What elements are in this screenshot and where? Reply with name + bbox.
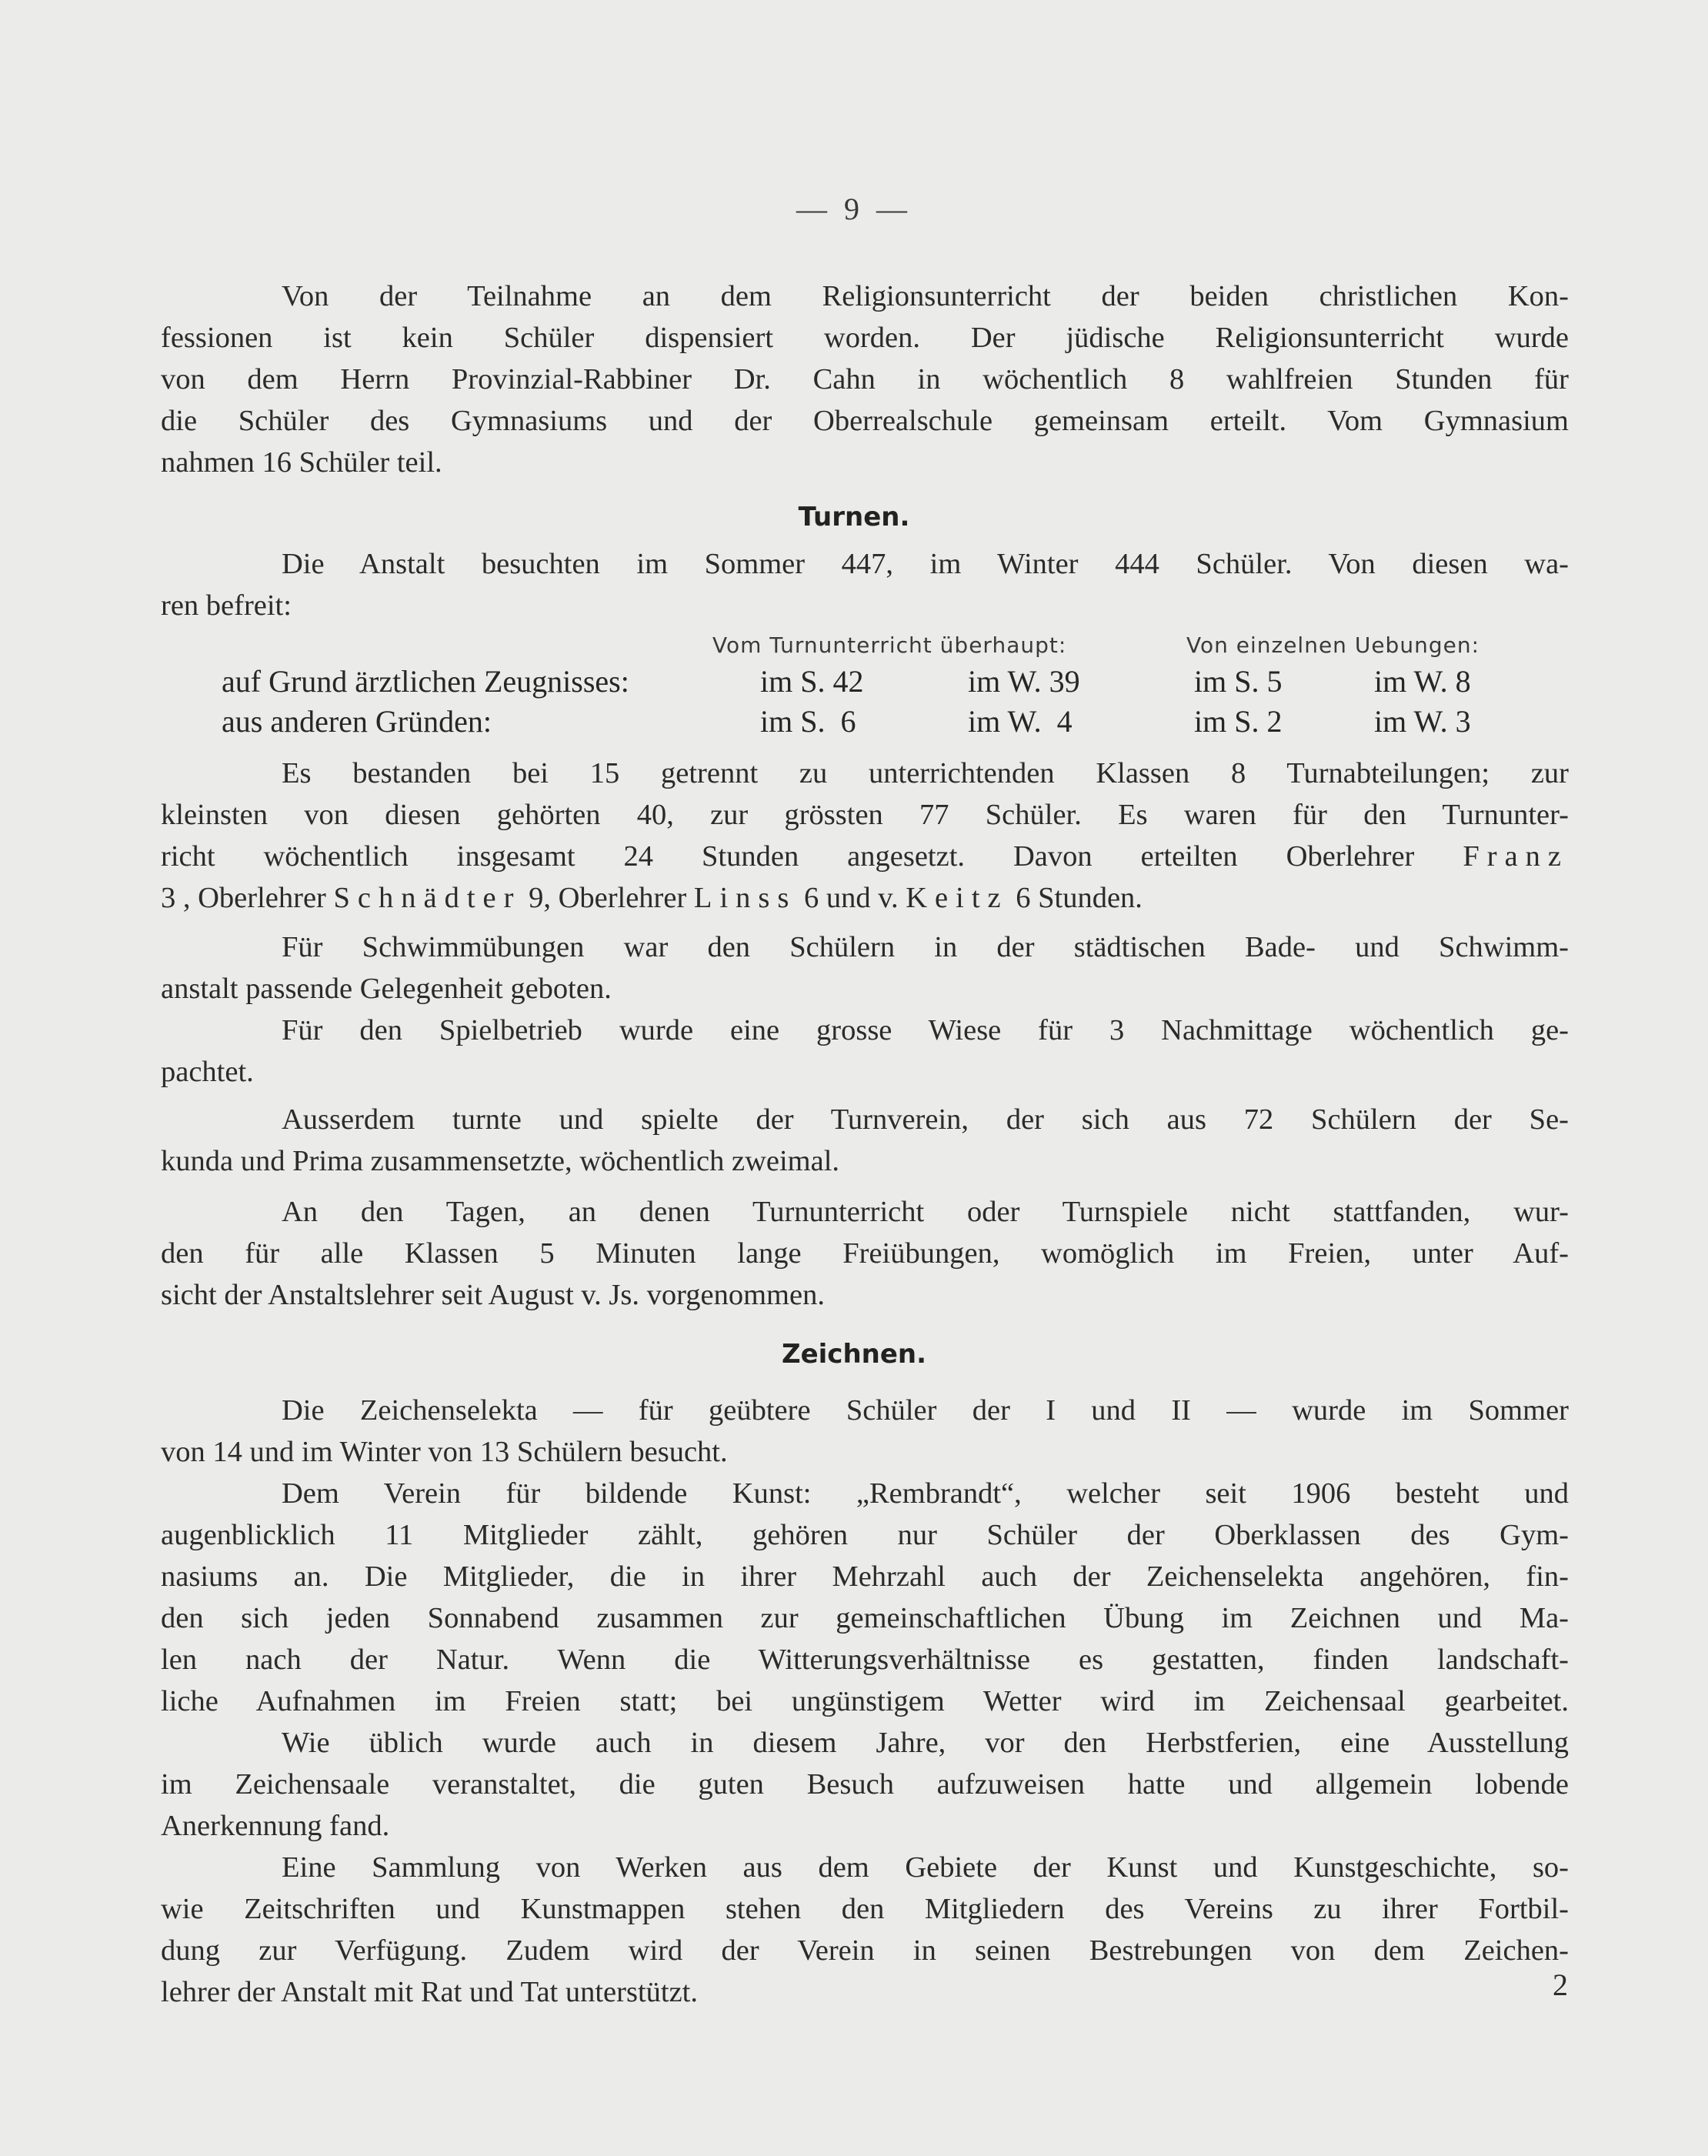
text-line: Eine Sammlung von Werken aus dem Gebiete der Kunst und Kunstgeschichte, so-	[282, 1851, 1569, 1884]
table-cell: im W. 8	[1374, 664, 1471, 699]
teacher-name: Keitz	[906, 882, 1009, 914]
text-line: nasiums an. Die Mitglieder, die in ihrer Mehrzahl auch der Zeichenselekta angehören, fin-	[161, 1560, 1569, 1593]
text-line: im Zeichensaale veranstaltet, die guten Besuch aufzuweisen hatte und allgemein lobende	[161, 1768, 1569, 1801]
text-line: Es bestanden bei 15 getrennt zu unterrichtenden Klassen 8 Turnabteilungen; zur	[282, 757, 1569, 789]
text-line: Die Zeichenselekta — für geübtere Schüler der I und II — wurde im Sommer	[282, 1394, 1569, 1427]
teacher-name: Schnädter	[333, 882, 522, 914]
text-line: nahmen 16 Schüler teil.	[161, 446, 442, 479]
text-line: lehrer der Anstalt mit Rat und Tat unterstützt.	[161, 1976, 699, 2008]
text-line: len nach der Natur. Wenn die Witterungsverhältnisse es gestatten, finden landschaft-	[161, 1644, 1569, 1676]
table-row-label: aus anderen Gründen:	[222, 704, 492, 739]
text-line: Wie üblich wurde auch in diesem Jahre, vor den Herbstferien, eine Ausstellung	[282, 1727, 1569, 1759]
text-line: 3 , Oberlehrer Schnädter 9, Oberlehrer Linss 6 und v. Keitz 6 Stunden.	[161, 882, 1143, 914]
section-heading-zeichnen: Zeichnen.	[781, 1339, 927, 1370]
text-line: An den Tagen, an denen Turnunterricht oder Turnspiele nicht stattfanden, wur-	[282, 1196, 1569, 1228]
text-line: pachtet.	[161, 1056, 254, 1088]
text-line: die Schüler des Gymnasiums und der Oberrealschule gemeinsam erteilt. Vom Gymnasium	[161, 405, 1569, 437]
table-row-label: auf Grund ärztlichen Zeugnisses:	[222, 664, 629, 699]
text-line: sicht der Anstaltslehrer seit August v. Js. vorgenommen.	[161, 1279, 825, 1311]
teacher-name: Franz	[1463, 840, 1570, 873]
teacher-name: Linss	[693, 882, 797, 914]
text-line: Dem Verein für bildende Kunst: „Rembrandt“, welcher seit 1906 besteht und	[282, 1477, 1569, 1510]
text-line: richt wöchentlich insgesamt 24 Stunden angesetzt. Davon erteilten Oberlehrer Franz	[161, 840, 1570, 873]
text-line: Von der Teilnahme an dem Religionsunterricht der beiden christlichen Kon-	[282, 280, 1569, 312]
table-cell: im W. 3	[1374, 704, 1471, 739]
text-line: von 14 und im Winter von 13 Schülern besucht.	[161, 1436, 728, 1468]
section-heading-turnen: Turnen.	[798, 502, 910, 532]
text-line: Für Schwimmübungen war den Schülern in der städtischen Bade- und Schwimm-	[282, 931, 1569, 963]
text-line: von dem Herrn Provinzial-Rabbiner Dr. Cahn in wöchentlich 8 wahlfreien Stunden für	[161, 363, 1569, 395]
table-cell: im W. 4	[968, 704, 1073, 739]
text-line: anstalt passende Gelegenheit geboten.	[161, 973, 612, 1005]
text-line: kleinsten von diesen gehörten 40, zur grössten 77 Schüler. Es waren für den Turnunter-	[161, 799, 1569, 831]
text-line: den sich jeden Sonnabend zusammen zur gemeinschaftlichen Übung im Zeichnen und Ma-	[161, 1602, 1569, 1634]
table-cell: im W. 39	[968, 664, 1080, 699]
text-line: Die Anstalt besuchten im Sommer 447, im Winter 444 Schüler. Von diesen wa-	[282, 548, 1569, 580]
text-line: Ausserdem turnte und spielte der Turnverein, der sich aus 72 Schülern der Se-	[282, 1103, 1569, 1136]
text-line: dung zur Verfügung. Zudem wird der Verein in seinen Bestrebungen von dem Zeichen-	[161, 1934, 1569, 1967]
text-line: ren befreit:	[161, 589, 292, 622]
signature-mark: 2	[1553, 1967, 1568, 2002]
table-column-header: Vom Turnunterricht überhaupt:	[712, 632, 1067, 658]
table-cell: im S. 2	[1194, 704, 1283, 739]
text-line: den für alle Klassen 5 Minuten lange Freiübungen, womöglich im Freien, unter Auf-	[161, 1237, 1569, 1270]
table-cell: im S. 5	[1194, 664, 1283, 699]
text-line: fessionen ist kein Schüler dispensiert worden. Der jüdische Religionsunterricht wurde	[161, 322, 1569, 354]
text-line: liche Aufnahmen im Freien statt; bei ungünstigem Wetter wird im Zeichensaal gearbeitet.	[161, 1685, 1569, 1717]
text-line: wie Zeitschriften und Kunstmappen stehen den Mitgliedern des Vereins zu ihrer Fortbil-	[161, 1893, 1569, 1925]
table-column-header: Von einzelnen Uebungen:	[1186, 632, 1479, 658]
page-number: — 9 —	[796, 192, 912, 226]
table-cell: im S. 42	[760, 664, 864, 699]
text-line: Anerkennung fand.	[161, 1810, 390, 1842]
table-cell: im S. 6	[760, 704, 856, 739]
text-line: kunda und Prima zusammensetzte, wöchentlich zweimal.	[161, 1145, 840, 1177]
text-line: augenblicklich 11 Mitglieder zählt, gehören nur Schüler der Oberklassen des Gym-	[161, 1519, 1569, 1551]
text-line: Für den Spielbetrieb wurde eine grosse Wiese für 3 Nachmittage wöchentlich ge-	[282, 1014, 1569, 1046]
